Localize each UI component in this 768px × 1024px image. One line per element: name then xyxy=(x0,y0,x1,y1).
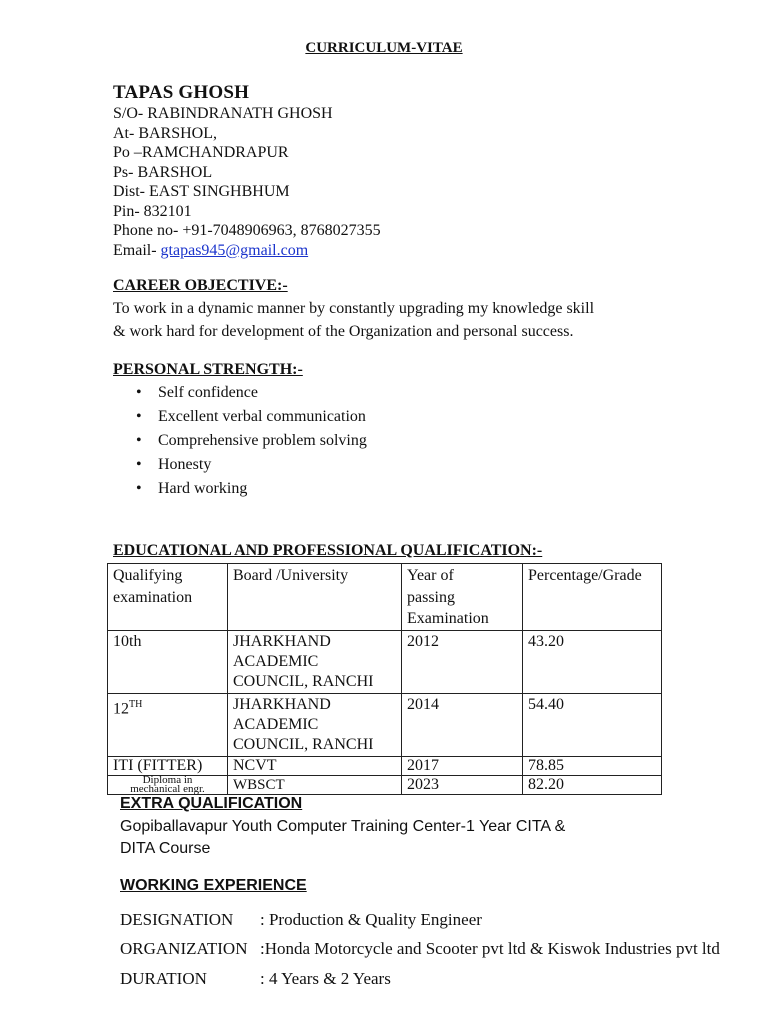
table-row xyxy=(108,757,662,776)
address-line: Dist- EAST SINGHBHUM xyxy=(113,183,290,200)
address-line: Pin- 832101 xyxy=(113,203,192,220)
table-cell: 78.85 xyxy=(523,757,662,776)
table-cell: 43.20 xyxy=(523,631,662,694)
email-label: Email- xyxy=(113,242,161,259)
address-line: At- BARSHOL, xyxy=(113,125,218,142)
list-item: • Self confidence xyxy=(136,384,258,401)
email-link[interactable]: gtapas945@gmail.com xyxy=(160,242,309,259)
duration-label: DURATION xyxy=(120,969,207,988)
list-item: • Hard working xyxy=(136,480,248,497)
column-header: Year of passing Examination xyxy=(402,564,523,631)
table-cell: 54.40 xyxy=(523,694,662,757)
bullet-icon: • xyxy=(136,408,142,425)
column-header: Percentage/Grade xyxy=(523,564,662,631)
table-cell: WBSCT xyxy=(228,776,402,795)
extra-qualification-heading: EXTRA QUALIFICATION xyxy=(120,795,303,812)
bullet-icon: • xyxy=(136,456,142,473)
column-header: Qualifying examination xyxy=(108,564,228,631)
designation-value: : Production & Quality Engineer xyxy=(260,910,482,929)
table-cell: 2012 xyxy=(402,631,523,694)
designation-label: DESIGNATION xyxy=(120,910,234,929)
email-line xyxy=(113,241,308,260)
education-heading: EDUCATIONAL AND PROFESSIONAL QUALIFICATION:- xyxy=(113,542,543,559)
table-cell: 82.20 xyxy=(523,776,662,795)
duration-value: : 4 Years & 2 Years xyxy=(260,969,391,988)
address-line: S/O- RABINDRANATH GHOSH xyxy=(113,105,333,122)
table-cell: 2014 xyxy=(402,694,523,757)
table-cell: Diploma in mechanical engr. xyxy=(108,776,228,795)
education-table xyxy=(107,563,662,795)
candidate-name: TAPAS GHOSH xyxy=(113,82,250,103)
extra-qualification-line: DITA Course xyxy=(120,840,211,857)
table-cell: 2023 xyxy=(402,776,523,795)
table-header-row xyxy=(108,564,662,631)
career-objective-line: & work hard for development of the Organization and personal success. xyxy=(113,323,574,340)
column-header: Board /University xyxy=(228,564,402,631)
organization-label: ORGANIZATION xyxy=(120,939,248,958)
table-cell: 2017 xyxy=(402,757,523,776)
working-experience-heading: WORKING EXPERIENCE xyxy=(120,877,307,894)
list-item: • Excellent verbal communication xyxy=(136,408,366,425)
phone-line: Phone no- +91-7048906963, 8768027355 xyxy=(113,222,381,239)
organization-value: :Honda Motorcycle and Scooter pvt ltd & Kiswok Industries pvt ltd xyxy=(260,939,720,958)
bullet-icon: • xyxy=(136,384,142,401)
address-line: Ps- BARSHOL xyxy=(113,164,213,181)
career-objective-line: To work in a dynamic manner by constantly upgrading my knowledge skill xyxy=(113,300,595,317)
list-item: • Honesty xyxy=(136,456,212,473)
list-item: • Comprehensive problem solving xyxy=(136,432,367,449)
bullet-icon: • xyxy=(136,432,142,449)
table-cell: JHARKHAND ACADEMIC COUNCIL, RANCHI xyxy=(228,694,402,757)
table-cell: JHARKHAND ACADEMIC COUNCIL, RANCHI xyxy=(228,631,402,694)
table-cell: ITI (FITTER) xyxy=(108,757,228,776)
table-row xyxy=(108,631,662,694)
career-objective-heading: CAREER OBJECTIVE:- xyxy=(113,277,288,294)
bullet-icon: • xyxy=(136,480,142,497)
table-row xyxy=(108,694,662,757)
extra-qualification-line: Gopiballavapur Youth Computer Training Center-1 Year CITA & xyxy=(120,818,566,835)
table-row xyxy=(108,776,662,795)
table-cell: NCVT xyxy=(228,757,402,776)
personal-strength-heading: PERSONAL STRENGTH:- xyxy=(113,361,303,378)
page-title: CURRICULUM-VITAE xyxy=(305,40,463,56)
address-line: Po –RAMCHANDRAPUR xyxy=(113,144,289,161)
table-cell: 12TH xyxy=(108,694,228,757)
table-cell: 10th xyxy=(108,631,228,694)
